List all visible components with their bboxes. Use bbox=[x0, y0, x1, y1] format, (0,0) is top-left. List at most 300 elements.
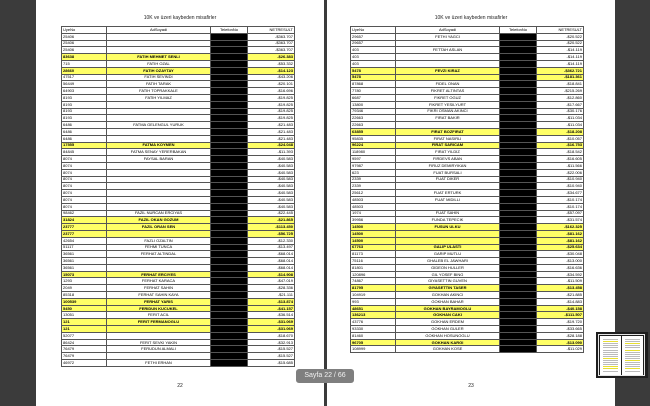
telefonno-cell bbox=[211, 360, 248, 367]
table-row bbox=[62, 298, 295, 305]
uyeno-cell: 8193 bbox=[62, 108, 107, 115]
adsoyadi-cell: FERHAT YARIS bbox=[107, 298, 211, 305]
uyeno-cell: 28660 bbox=[62, 67, 107, 74]
telefonno-cell bbox=[500, 108, 537, 115]
uyeno-cell: 22663 bbox=[351, 122, 396, 129]
adsoyadi-cell: FEHMI TUNCA bbox=[107, 244, 211, 251]
netresult-cell: -$40.583 bbox=[248, 203, 295, 210]
table-row bbox=[351, 251, 584, 258]
adsoyadi-cell bbox=[107, 353, 211, 360]
telefonno-cell bbox=[500, 271, 537, 278]
netresult-cell: -$47.019 bbox=[248, 278, 295, 285]
adsoyadi-cell: FIKRET YESILYURT bbox=[396, 101, 500, 108]
table-row bbox=[351, 258, 584, 265]
adsoyadi-cell bbox=[107, 162, 211, 169]
table-row bbox=[351, 237, 584, 244]
telefonno-cell bbox=[500, 312, 537, 319]
uyeno-cell: 98462 bbox=[62, 210, 107, 217]
telefonno-cell bbox=[500, 149, 537, 156]
table-row bbox=[62, 67, 295, 74]
netresult-cell: -$15.527 bbox=[248, 346, 295, 353]
telefonno-cell bbox=[211, 67, 248, 74]
header-adsoyadi: AdSoyadi bbox=[396, 27, 500, 34]
netresult-cell: -$363.707 bbox=[248, 33, 295, 40]
adsoyadi-cell: FIKRET ALTINTAS bbox=[396, 88, 500, 95]
telefonno-cell bbox=[211, 251, 248, 258]
adsoyadi-cell bbox=[396, 54, 500, 61]
uyeno-cell: 8074 bbox=[62, 156, 107, 163]
netresult-cell: -$56.725 bbox=[248, 230, 295, 237]
telefonno-cell bbox=[500, 305, 537, 312]
adsoyadi-cell bbox=[107, 115, 211, 122]
adsoyadi-cell: FIRAT BOZFIRAT bbox=[396, 128, 500, 135]
thumbnail-viewport[interactable] bbox=[598, 334, 645, 376]
adsoyadi-cell: FERIT SEVKI YAKIN bbox=[107, 339, 211, 346]
telefonno-cell bbox=[211, 74, 248, 81]
telefonno-cell bbox=[211, 54, 248, 61]
telefonno-cell bbox=[211, 319, 248, 326]
uyeno-cell: 31824 bbox=[62, 217, 107, 224]
telefonno-cell bbox=[211, 122, 248, 129]
page-title: 10K ve üzeri kaybeden misafirler bbox=[434, 15, 508, 21]
telefonno-cell bbox=[500, 230, 537, 237]
netresult-cell: -$20.522 bbox=[537, 40, 584, 47]
table-row bbox=[62, 353, 295, 360]
uyeno-cell: 29657 bbox=[351, 33, 396, 40]
adsoyadi-cell: FATIH MEHMET SENLI bbox=[107, 54, 211, 61]
page-title: 10K ve üzeri kaybeden misafirler bbox=[143, 15, 217, 21]
table-row bbox=[62, 237, 295, 244]
uyeno-cell: 17555 bbox=[62, 142, 107, 149]
uyeno-cell: 36561 bbox=[62, 258, 107, 265]
netresult-cell: -$21.483 bbox=[248, 122, 295, 129]
uyeno-cell: 97987 bbox=[351, 162, 396, 169]
netresult-cell: -$34.677 bbox=[537, 190, 584, 197]
uyeno-cell: 8074 bbox=[62, 162, 107, 169]
netresult-cell: -$25.634 bbox=[537, 244, 584, 251]
table-row bbox=[351, 142, 584, 149]
adsoyadi-cell: FATIH TOPRAKKALE bbox=[107, 88, 211, 95]
adsoyadi-cell bbox=[107, 264, 211, 271]
uyeno-cell: 7780 bbox=[351, 88, 396, 95]
uyeno-cell: 104919 bbox=[351, 292, 396, 299]
uyeno-cell: 14500 bbox=[351, 237, 396, 244]
table-row bbox=[351, 108, 584, 115]
table-row bbox=[351, 319, 584, 326]
uyeno-cell: 48503 bbox=[351, 196, 396, 203]
uyeno-cell: 74867 bbox=[351, 278, 396, 285]
telefonno-cell bbox=[500, 54, 537, 61]
uyeno-cell: 84845 bbox=[62, 149, 107, 156]
telefonno-cell bbox=[211, 176, 248, 183]
netresult-cell: -$30.176 bbox=[537, 108, 584, 115]
telefonno-cell bbox=[500, 346, 537, 353]
header-netresult: NETRESULT bbox=[248, 27, 295, 34]
adsoyadi-cell: FETHI ERHAN bbox=[107, 360, 211, 367]
table-row bbox=[351, 224, 584, 231]
adsoyadi-cell: FERHAT KARACA bbox=[107, 278, 211, 285]
table-row bbox=[351, 54, 584, 61]
telefonno-cell bbox=[211, 115, 248, 122]
uyeno-cell: 136213 bbox=[351, 312, 396, 319]
table-row bbox=[62, 60, 295, 67]
netresult-cell: -$13.497 bbox=[248, 244, 295, 251]
netresult-cell: -$20.101 bbox=[248, 81, 295, 88]
table-row bbox=[62, 190, 295, 197]
table-row bbox=[351, 278, 584, 285]
table-row bbox=[351, 122, 584, 129]
telefonno-cell bbox=[500, 196, 537, 203]
uyeno-cell: 79346 bbox=[351, 108, 396, 115]
adsoyadi-cell: FIRAT SARICAM bbox=[396, 142, 500, 149]
adsoyadi-cell: FIRAT NASIRLI bbox=[396, 135, 500, 142]
header-uyeno: UyeNo bbox=[351, 27, 396, 34]
netresult-cell: -$53.332 bbox=[248, 60, 295, 67]
table-row bbox=[62, 210, 295, 217]
telefonno-cell bbox=[211, 305, 248, 312]
telefonno-cell bbox=[211, 40, 248, 47]
adsoyadi-cell bbox=[107, 230, 211, 237]
uyeno-cell: 5450 bbox=[62, 305, 107, 312]
netresult-cell: -$34.592 bbox=[537, 271, 584, 278]
adsoyadi-cell bbox=[396, 40, 500, 47]
table-row bbox=[62, 162, 295, 169]
uyeno-cell: 22663 bbox=[351, 115, 396, 122]
telefonno-cell bbox=[500, 128, 537, 135]
uyeno-cell: 23777 bbox=[62, 230, 107, 237]
uyeno-cell: 63855 bbox=[351, 128, 396, 135]
netresult-cell: -$40.583 bbox=[248, 196, 295, 203]
netresult-cell: -$18.670 bbox=[248, 332, 295, 339]
table-row bbox=[351, 169, 584, 176]
adsoyadi-cell: FUNDA TEPECIK bbox=[396, 217, 500, 224]
telefonno-cell bbox=[211, 101, 248, 108]
netresult-cell: -$17.667 bbox=[537, 101, 584, 108]
table-row bbox=[62, 258, 295, 265]
table-row bbox=[351, 33, 584, 40]
telefonno-cell bbox=[500, 319, 537, 326]
header-telefonno: TelefonNo bbox=[211, 27, 248, 34]
adsoyadi-cell: GOKHAN CAKI bbox=[396, 312, 500, 319]
uyeno-cell: 8074 bbox=[62, 190, 107, 197]
uyeno-cell: 623 bbox=[351, 169, 396, 176]
telefonno-cell bbox=[500, 122, 537, 129]
uyeno-cell: 75116 bbox=[351, 258, 396, 265]
netresult-cell: -$13.458 bbox=[537, 285, 584, 292]
adsoyadi-cell: FERHAT ALTINDAL bbox=[107, 251, 211, 258]
netresult-cell: -$162.325 bbox=[537, 224, 584, 231]
adsoyadi-cell bbox=[107, 258, 211, 265]
uyeno-cell: 2339 bbox=[351, 183, 396, 190]
table-row bbox=[62, 319, 295, 326]
header-telefonno: TelefonNo bbox=[500, 27, 537, 34]
netresult-cell: -$40.583 bbox=[248, 190, 295, 197]
thumbnail-panel[interactable] bbox=[596, 332, 648, 378]
telefonno-cell bbox=[211, 258, 248, 265]
telefonno-cell bbox=[211, 149, 248, 156]
netresult-cell: -$32.913 bbox=[248, 339, 295, 346]
telefonno-cell bbox=[211, 353, 248, 360]
netresult-cell: -$14.119 bbox=[537, 47, 584, 54]
adsoyadi-cell: FIRAT YILDIZ bbox=[396, 149, 500, 156]
adsoyadi-cell: GOKHAN BAYRAMOGLU bbox=[396, 305, 500, 312]
uyeno-cell: 403 bbox=[351, 47, 396, 54]
table-row bbox=[62, 346, 295, 353]
uyeno-cell: 76479 bbox=[62, 346, 107, 353]
adsoyadi-cell: FATIH YILMAZ bbox=[107, 94, 211, 101]
uyeno-cell: 6486 bbox=[62, 122, 107, 129]
adsoyadi-cell bbox=[107, 190, 211, 197]
page-indicator: Sayfa 22 / 66 bbox=[296, 369, 354, 383]
table-row bbox=[62, 40, 295, 47]
netresult-cell: -$19.825 bbox=[248, 108, 295, 115]
uyeno-cell: 85318 bbox=[62, 292, 107, 299]
page-number: 22 bbox=[177, 383, 183, 389]
uyeno-cell: 87868 bbox=[351, 81, 396, 88]
uyeno-cell: 96224 bbox=[351, 142, 396, 149]
telefonno-cell bbox=[500, 67, 537, 74]
losses-table bbox=[61, 26, 295, 367]
uyeno-cell: 9597 bbox=[351, 156, 396, 163]
uyeno-cell: 23777 bbox=[62, 224, 107, 231]
uyeno-cell: 93330 bbox=[351, 326, 396, 333]
adsoyadi-cell bbox=[107, 169, 211, 176]
adsoyadi-cell: FIKRI OSMAN AKINCI bbox=[396, 108, 500, 115]
uyeno-cell: 8074 bbox=[62, 196, 107, 203]
adsoyadi-cell: FUAT MIDILLI bbox=[396, 196, 500, 203]
uyeno-cell: 52077 bbox=[62, 332, 107, 339]
telefonno-cell bbox=[211, 162, 248, 169]
table-row bbox=[351, 190, 584, 197]
uyeno-cell: 100539 bbox=[62, 298, 107, 305]
adsoyadi-cell: GOKHAN ERDEM bbox=[396, 319, 500, 326]
adsoyadi-cell: GOKHAN GULER bbox=[396, 326, 500, 333]
telefonno-cell bbox=[500, 115, 537, 122]
losses-table bbox=[350, 26, 584, 353]
table-row bbox=[62, 292, 295, 299]
table-row bbox=[351, 244, 584, 251]
adsoyadi-cell: FAZIL NURCAN ERCIYAS bbox=[107, 210, 211, 217]
table-row bbox=[351, 271, 584, 278]
adsoyadi-cell bbox=[396, 122, 500, 129]
telefonno-cell bbox=[500, 74, 537, 81]
table-row bbox=[351, 67, 584, 74]
netresult-cell: -$68.014 bbox=[248, 264, 295, 271]
telefonno-cell bbox=[211, 190, 248, 197]
netresult-cell: -$21.111 bbox=[248, 292, 295, 299]
table-row bbox=[62, 88, 295, 95]
header-netresult: NETRESULT bbox=[537, 27, 584, 34]
table-row bbox=[62, 33, 295, 40]
netresult-cell: -$22.006 bbox=[537, 169, 584, 176]
telefonno-cell bbox=[500, 332, 537, 339]
netresult-cell: -$40.583 bbox=[248, 162, 295, 169]
uyeno-cell: 25612 bbox=[351, 190, 396, 197]
table-row bbox=[351, 101, 584, 108]
table-row bbox=[62, 81, 295, 88]
netresult-cell: -$12.860 bbox=[537, 94, 584, 101]
telefonno-cell bbox=[211, 237, 248, 244]
netresult-cell: -$40.583 bbox=[248, 183, 295, 190]
netresult-cell: -$14.883 bbox=[537, 298, 584, 305]
netresult-cell: -$11.034 bbox=[537, 122, 584, 129]
table-row bbox=[62, 135, 295, 142]
telefonno-cell bbox=[211, 292, 248, 299]
uyeno-cell: 2049 bbox=[62, 285, 107, 292]
netresult-cell: -$19.825 bbox=[248, 115, 295, 122]
adsoyadi-cell: FAYSAL BARAN bbox=[107, 156, 211, 163]
telefonno-cell bbox=[211, 339, 248, 346]
telefonno-cell bbox=[211, 94, 248, 101]
table-row bbox=[62, 122, 295, 129]
table-header-row bbox=[62, 27, 295, 34]
uyeno-cell: 83638 bbox=[62, 54, 107, 61]
telefonno-cell bbox=[211, 312, 248, 319]
netresult-cell: -$16.696 bbox=[248, 88, 295, 95]
uyeno-cell: 121 bbox=[62, 326, 107, 333]
telefonno-cell bbox=[211, 264, 248, 271]
uyeno-cell: 48651 bbox=[351, 305, 396, 312]
adsoyadi-cell: GALIP ULASTI bbox=[396, 244, 500, 251]
table-row bbox=[351, 332, 584, 339]
header-uyeno: UyeNo bbox=[62, 27, 107, 34]
uyeno-cell: 14500 bbox=[351, 230, 396, 237]
netresult-cell: -$14.908 bbox=[248, 271, 295, 278]
telefonno-cell bbox=[211, 285, 248, 292]
telefonno-cell bbox=[211, 33, 248, 40]
adsoyadi-cell bbox=[396, 74, 500, 81]
table-row bbox=[62, 142, 295, 149]
telefonno-cell bbox=[500, 142, 537, 149]
adsoyadi-cell: FATMA KOYMEN bbox=[107, 142, 211, 149]
netresult-cell: -$43.206 bbox=[248, 74, 295, 81]
telefonno-cell bbox=[211, 332, 248, 339]
table-row bbox=[351, 305, 584, 312]
uyeno-cell: 36561 bbox=[62, 264, 107, 271]
uyeno-cell: 1974 bbox=[351, 210, 396, 217]
telefonno-cell bbox=[500, 224, 537, 231]
telefonno-cell bbox=[211, 128, 248, 135]
telefonno-cell bbox=[500, 190, 537, 197]
netresult-cell: -$81.162 bbox=[537, 230, 584, 237]
adsoyadi-cell: FATIH SEVINDI bbox=[107, 74, 211, 81]
telefonno-cell bbox=[500, 210, 537, 217]
table-row bbox=[351, 94, 584, 101]
netresult-cell: -$30.048 bbox=[537, 251, 584, 258]
table-row bbox=[62, 305, 295, 312]
table-row bbox=[62, 108, 295, 115]
uyeno-cell: 48503 bbox=[351, 203, 396, 210]
adsoyadi-cell bbox=[107, 326, 211, 333]
adsoyadi-cell: FATIH OZAYTAY bbox=[107, 67, 211, 74]
adsoyadi-cell bbox=[107, 203, 211, 210]
uyeno-cell: 6486 bbox=[62, 128, 107, 135]
telefonno-cell bbox=[211, 169, 248, 176]
uyeno-cell: 13051 bbox=[62, 312, 107, 319]
netresult-cell: -$10.940 bbox=[537, 176, 584, 183]
adsoyadi-cell: FERHAT ERCIYES bbox=[107, 271, 211, 278]
netresult-cell: -$113.450 bbox=[248, 224, 295, 231]
table-row bbox=[351, 210, 584, 217]
netresult-cell: -$19.825 bbox=[248, 94, 295, 101]
telefonno-cell bbox=[500, 264, 537, 271]
adsoyadi-cell: GOKHAN AKINCI bbox=[396, 292, 500, 299]
telefonno-cell bbox=[500, 94, 537, 101]
document-page-23 bbox=[327, 0, 615, 406]
adsoyadi-cell: FATIH OZAL bbox=[107, 60, 211, 67]
uyeno-cell: 1293 bbox=[62, 278, 107, 285]
netresult-cell: -$10.174 bbox=[537, 203, 584, 210]
table-row bbox=[351, 285, 584, 292]
telefonno-cell bbox=[211, 81, 248, 88]
netresult-cell: -$19.825 bbox=[248, 101, 295, 108]
telefonno-cell bbox=[500, 135, 537, 142]
uyeno-cell: 8193 bbox=[62, 115, 107, 122]
uyeno-cell: 51117 bbox=[62, 244, 107, 251]
telefonno-cell bbox=[500, 244, 537, 251]
netresult-cell: -$18.841 bbox=[537, 81, 584, 88]
table-row bbox=[62, 244, 295, 251]
telefonno-cell bbox=[211, 60, 248, 67]
header-adsoyadi: AdSoyadi bbox=[107, 27, 211, 34]
uyeno-cell: 715 bbox=[62, 60, 107, 67]
uyeno-cell: 29657 bbox=[351, 40, 396, 47]
netresult-cell: -$11.566 bbox=[537, 162, 584, 169]
netresult-cell: -$68.014 bbox=[248, 251, 295, 258]
netresult-cell: -$11.393 bbox=[248, 149, 295, 156]
netresult-cell: -$10.057 bbox=[537, 135, 584, 142]
uyeno-cell: 15073 bbox=[62, 271, 107, 278]
telefonno-cell bbox=[500, 176, 537, 183]
netresult-cell: -$31.069 bbox=[248, 319, 295, 326]
adsoyadi-cell: FETTAH ASLAN bbox=[396, 47, 500, 54]
uyeno-cell: 96705 bbox=[351, 339, 396, 346]
telefonno-cell bbox=[211, 108, 248, 115]
telefonno-cell bbox=[211, 156, 248, 163]
netresult-cell: -$21.865 bbox=[248, 217, 295, 224]
adsoyadi-cell: GOKHAN BAHAR bbox=[396, 298, 500, 305]
telefonno-cell bbox=[211, 278, 248, 285]
netresult-cell: -$363.707 bbox=[248, 40, 295, 47]
document-page-22 bbox=[36, 0, 324, 406]
page-number: 23 bbox=[468, 383, 474, 389]
telefonno-cell bbox=[500, 183, 537, 190]
uyeno-cell: 25406 bbox=[62, 33, 107, 40]
telefonno-cell bbox=[500, 292, 537, 299]
table-row bbox=[62, 115, 295, 122]
netresult-cell: -$16.636 bbox=[537, 264, 584, 271]
uyeno-cell: 81801 bbox=[351, 264, 396, 271]
telefonno-cell bbox=[211, 196, 248, 203]
table-row bbox=[351, 60, 584, 67]
uyeno-cell: 2339 bbox=[351, 176, 396, 183]
netresult-cell: -$11.029 bbox=[537, 346, 584, 353]
uyeno-cell: 39956 bbox=[351, 217, 396, 224]
netresult-cell: -$40.583 bbox=[248, 169, 295, 176]
uyeno-cell: 120896 bbox=[351, 271, 396, 278]
telefonno-cell bbox=[500, 237, 537, 244]
table-row bbox=[62, 149, 295, 156]
table-row bbox=[62, 278, 295, 285]
telefonno-cell bbox=[500, 88, 537, 95]
netresult-cell: -$21.483 bbox=[248, 128, 295, 135]
adsoyadi-cell: FERIT ACIL bbox=[107, 312, 211, 319]
netresult-cell: -$57.097 bbox=[537, 210, 584, 217]
netresult-cell: -$18.208 bbox=[537, 128, 584, 135]
adsoyadi-cell bbox=[107, 196, 211, 203]
telefonno-cell bbox=[211, 224, 248, 231]
netresult-cell: -$31.069 bbox=[248, 326, 295, 333]
